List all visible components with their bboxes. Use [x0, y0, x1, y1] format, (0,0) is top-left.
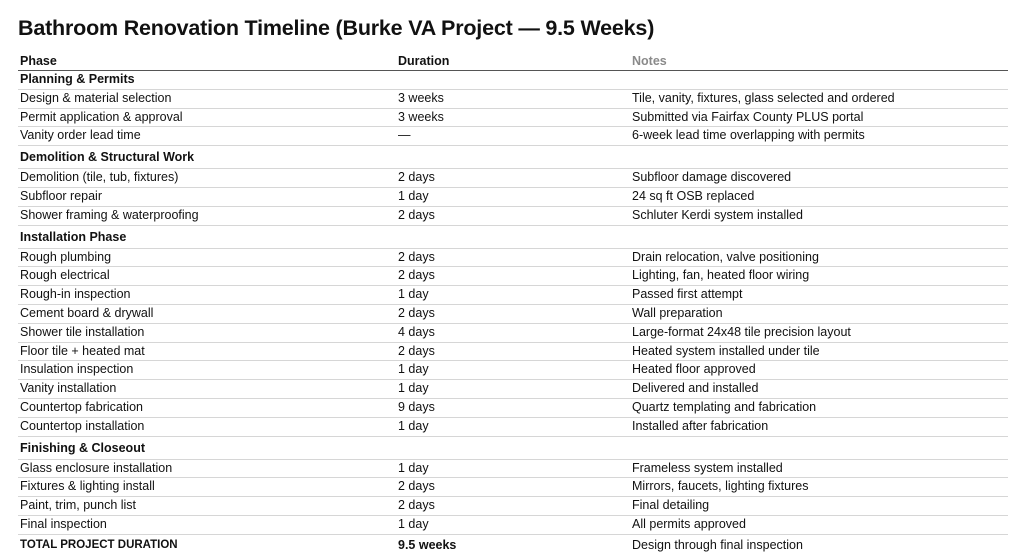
cell-duration: 1 day — [396, 187, 630, 206]
cell-phase: Floor tile + heated mat — [18, 342, 396, 361]
cell-duration: 2 days — [396, 248, 630, 267]
table-row — [18, 108, 1008, 127]
cell-notes: Drain relocation, valve positioning — [630, 248, 1008, 267]
cell-notes: All permits approved — [630, 515, 1008, 534]
cell-phase: Permit application & approval — [18, 108, 396, 127]
cell-duration: 1 day — [396, 459, 630, 478]
section-row — [18, 71, 1008, 90]
cell-notes: Frameless system installed — [630, 459, 1008, 478]
cell-notes: Large-format 24x48 tile precision layout — [630, 323, 1008, 342]
column-header-notes: Notes — [630, 52, 1008, 71]
table-row — [18, 127, 1008, 146]
cell-phase: Countertop fabrication — [18, 398, 396, 417]
cell-duration: 2 days — [396, 304, 630, 323]
cell-phase: Final inspection — [18, 515, 396, 534]
table-row — [18, 89, 1008, 108]
table-row — [18, 478, 1008, 497]
cell-phase: Paint, trim, punch list — [18, 497, 396, 516]
cell-phase: Shower framing & waterproofing — [18, 206, 396, 225]
table-row — [18, 169, 1008, 188]
cell-phase: Subfloor repair — [18, 187, 396, 206]
table-row — [18, 417, 1008, 436]
cell-phase: Vanity installation — [18, 380, 396, 399]
cell-duration: 1 day — [396, 515, 630, 534]
cell-duration: 2 days — [396, 497, 630, 516]
cell-notes: Mirrors, faucets, lighting fixtures — [630, 478, 1008, 497]
cell-phase: Demolition (tile, tub, fixtures) — [18, 169, 396, 188]
cell-phase: Glass enclosure installation — [18, 459, 396, 478]
table-row — [18, 267, 1008, 286]
table-header — [18, 52, 1008, 71]
cell-duration: 2 days — [396, 206, 630, 225]
cell-duration: 2 days — [396, 267, 630, 286]
table-row — [18, 248, 1008, 267]
table-body — [18, 71, 1008, 535]
section-row — [18, 146, 1008, 169]
cell-duration: 2 days — [396, 342, 630, 361]
cell-duration: 4 days — [396, 323, 630, 342]
cell-duration: 3 weeks — [396, 89, 630, 108]
cell-notes: Heated floor approved — [630, 361, 1008, 380]
table-row — [18, 398, 1008, 417]
section-title: Demolition & Structural Work — [18, 146, 1008, 169]
cell-notes: Submitted via Fairfax County PLUS portal — [630, 108, 1008, 127]
section-title: Planning & Permits — [18, 71, 1008, 90]
cell-notes: Passed first attempt — [630, 286, 1008, 305]
cell-duration: 1 day — [396, 361, 630, 380]
cell-duration: 1 day — [396, 417, 630, 436]
cell-phase: Fixtures & lighting install — [18, 478, 396, 497]
total-notes: Design through final inspection — [630, 534, 1008, 555]
table-row — [18, 206, 1008, 225]
table-row — [18, 497, 1008, 516]
cell-notes: Heated system installed under tile — [630, 342, 1008, 361]
cell-notes: Subfloor damage discovered — [630, 169, 1008, 188]
cell-duration: — — [396, 127, 630, 146]
total-row — [18, 534, 1008, 555]
cell-phase: Rough electrical — [18, 267, 396, 286]
cell-notes: Tile, vanity, fixtures, glass selected and ordered — [630, 89, 1008, 108]
cell-phase: Design & material selection — [18, 89, 396, 108]
table-footer — [18, 534, 1008, 555]
cell-phase: Rough-in inspection — [18, 286, 396, 305]
table-row — [18, 515, 1008, 534]
cell-phase: Cement board & drywall — [18, 304, 396, 323]
cell-phase: Rough plumbing — [18, 248, 396, 267]
cell-phase: Insulation inspection — [18, 361, 396, 380]
table-row — [18, 286, 1008, 305]
section-title: Installation Phase — [18, 225, 1008, 248]
cell-duration: 9 days — [396, 398, 630, 417]
cell-notes: 6-week lead time overlapping with permits — [630, 127, 1008, 146]
total-label: TOTAL PROJECT DURATION — [18, 534, 396, 555]
table-row — [18, 187, 1008, 206]
table-row — [18, 323, 1008, 342]
cell-notes: Wall preparation — [630, 304, 1008, 323]
cell-phase: Vanity order lead time — [18, 127, 396, 146]
cell-duration: 1 day — [396, 380, 630, 399]
section-row — [18, 225, 1008, 248]
page-title: Bathroom Renovation Timeline (Burke VA Project — 9.5 Weeks) — [18, 16, 655, 40]
cell-notes: Installed after fabrication — [630, 417, 1008, 436]
section-title: Finishing & Closeout — [18, 436, 1008, 459]
cell-duration: 3 weeks — [396, 108, 630, 127]
table-row — [18, 361, 1008, 380]
table-row — [18, 342, 1008, 361]
timeline-table — [18, 52, 1008, 555]
cell-notes: Delivered and installed — [630, 380, 1008, 399]
total-duration: 9.5 weeks — [396, 534, 630, 555]
cell-notes: 24 sq ft OSB replaced — [630, 187, 1008, 206]
table-row — [18, 459, 1008, 478]
cell-duration: 1 day — [396, 286, 630, 305]
cell-notes: Lighting, fan, heated floor wiring — [630, 267, 1008, 286]
table-row — [18, 380, 1008, 399]
table-row — [18, 304, 1008, 323]
section-row — [18, 436, 1008, 459]
column-header-duration: Duration — [396, 52, 630, 71]
cell-phase: Countertop installation — [18, 417, 396, 436]
cell-notes: Final detailing — [630, 497, 1008, 516]
cell-phase: Shower tile installation — [18, 323, 396, 342]
cell-notes: Quartz templating and fabrication — [630, 398, 1008, 417]
cell-duration: 2 days — [396, 478, 630, 497]
header-row — [18, 52, 1008, 71]
cell-notes: Schluter Kerdi system installed — [630, 206, 1008, 225]
cell-duration: 2 days — [396, 169, 630, 188]
column-header-phase: Phase — [18, 52, 396, 71]
